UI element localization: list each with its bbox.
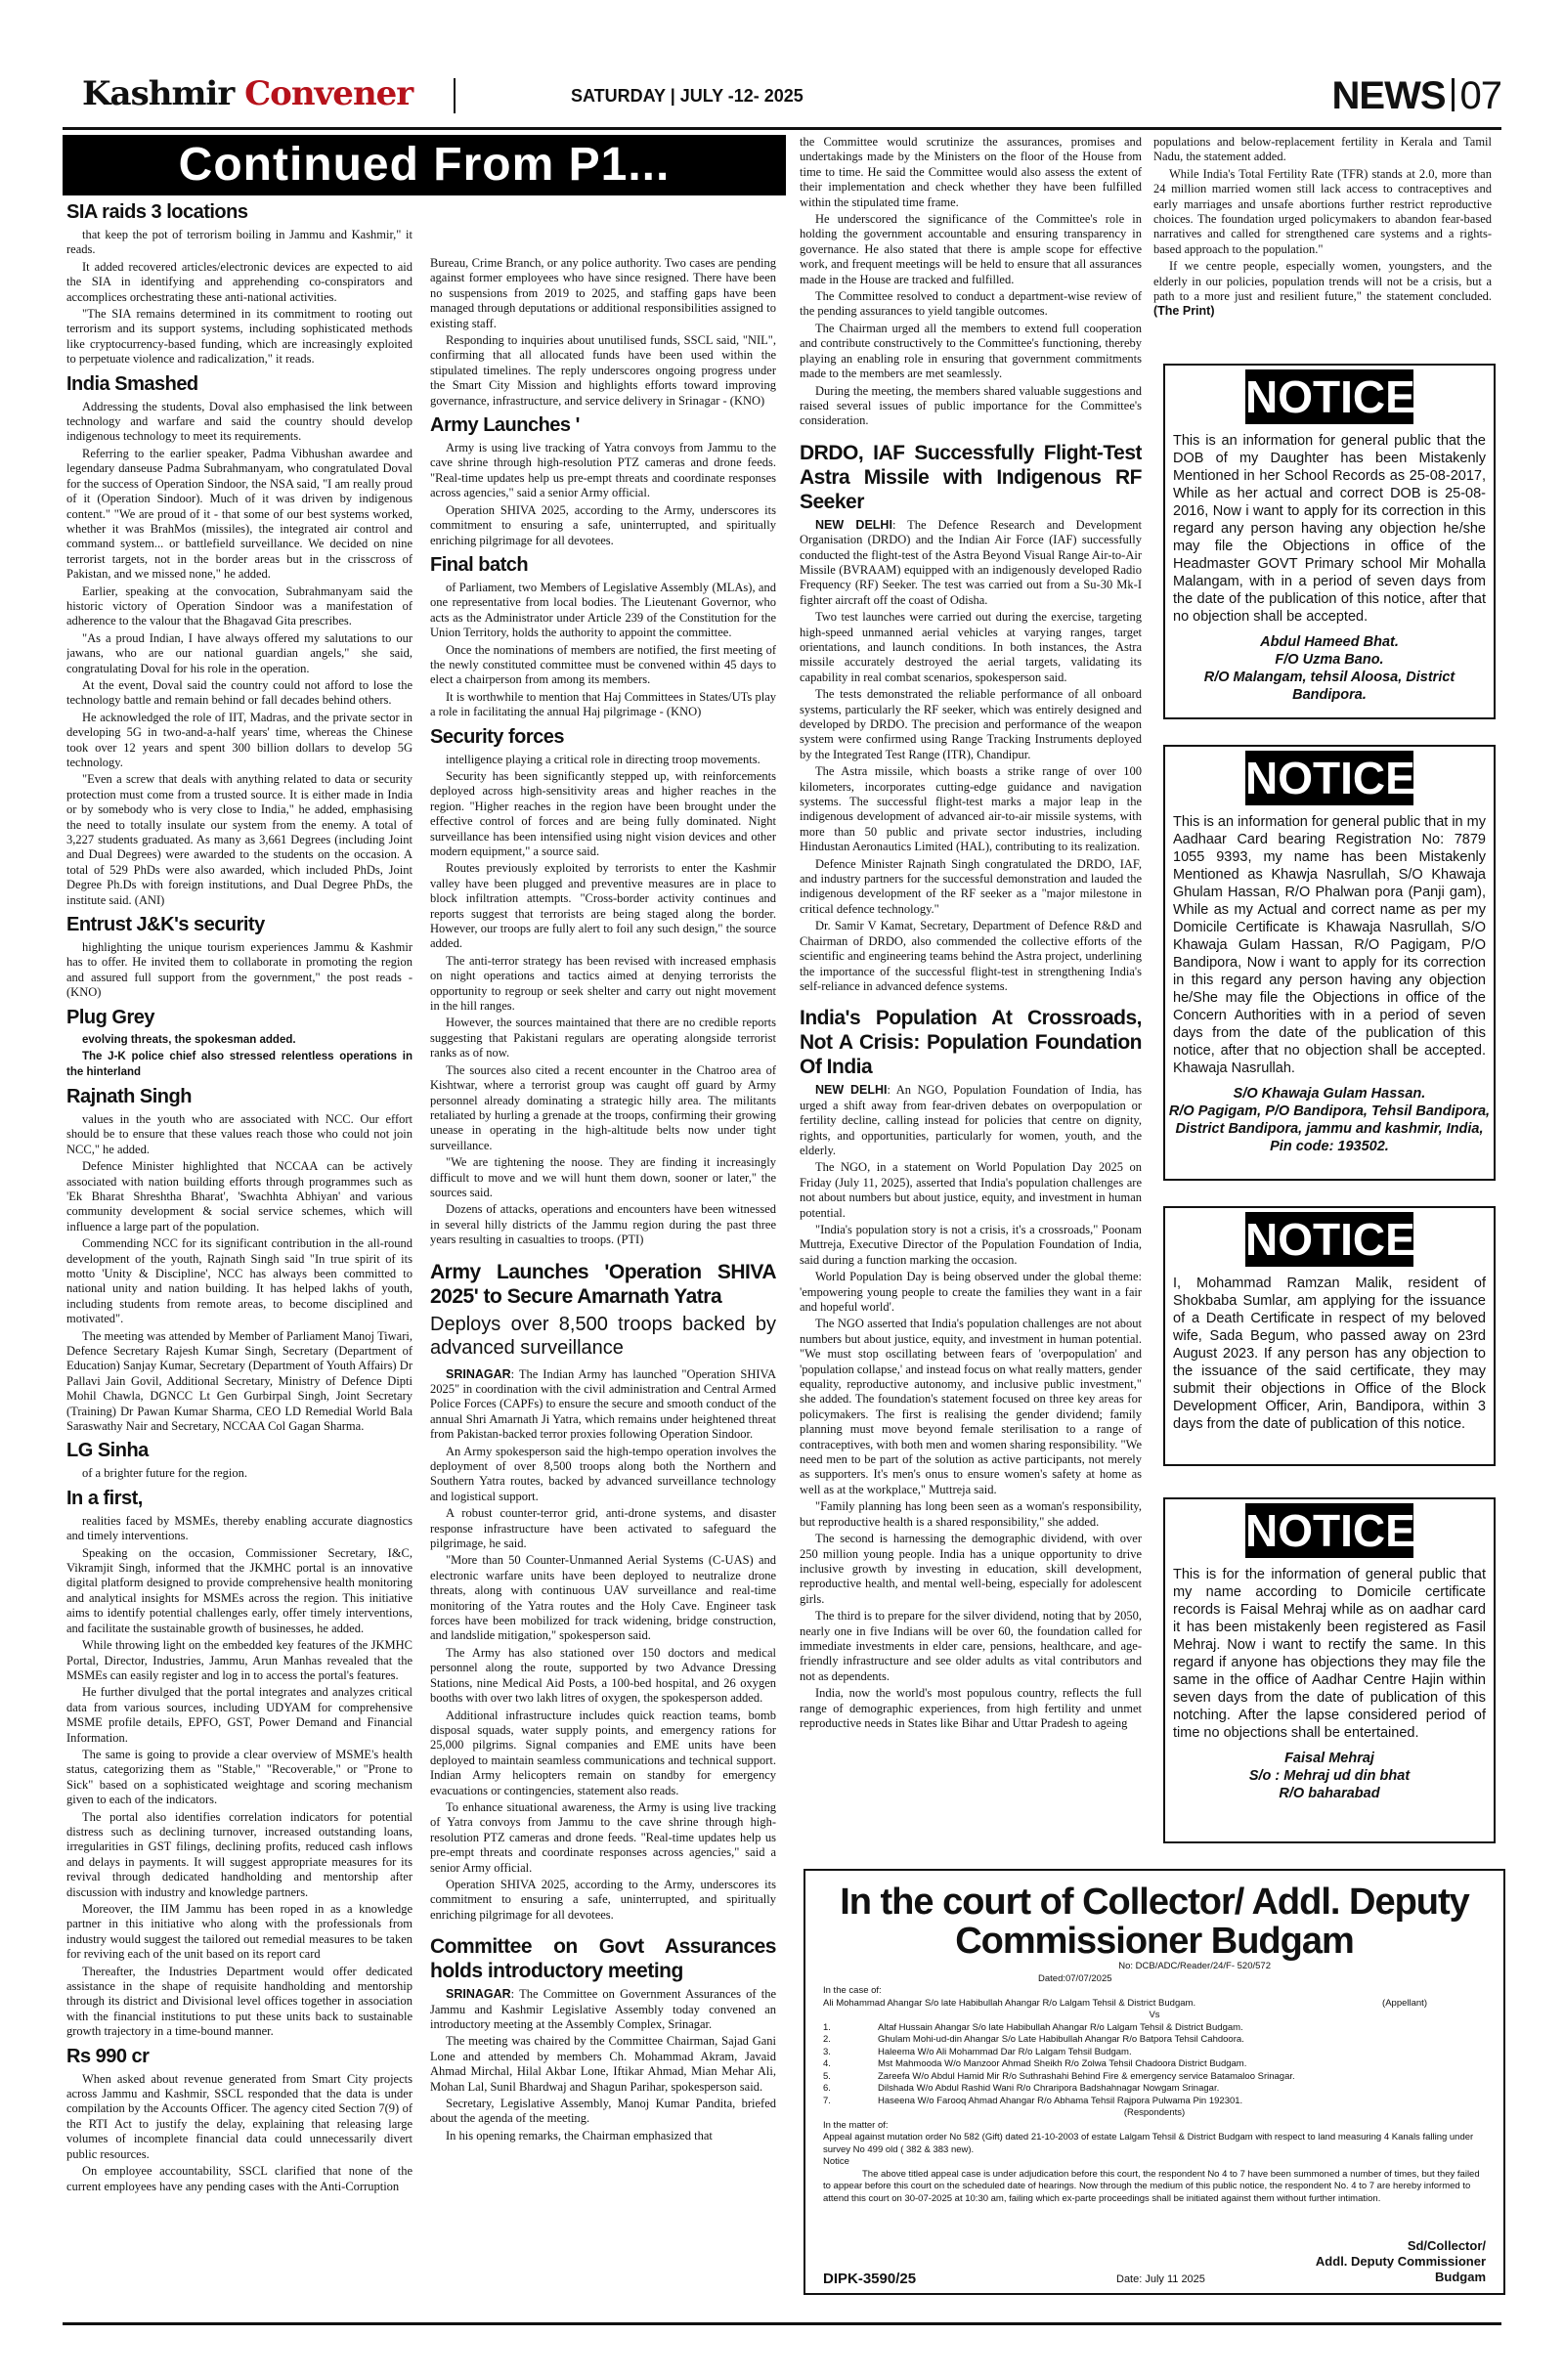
paragraph: He underscored the significance of the Committee's role in holding the government accountable and ensuring transparency in governance. He also stated that there is ample scope for effective work, and frequent meetings will be held to ensure that all assurances made in the House are tracked and fulfilled. bbox=[800, 212, 1142, 286]
paragraph: During the meeting, the members shared valuable suggestions and raised several issues of public importance for the Committee's consideration. bbox=[800, 383, 1142, 428]
paragraph: The portal also identifies correlation indicators for potential distress such as declining turnover, increased outstanding loans, irregularities in GST filings, declining profits, reduced cash inflows and delays in payments. It will suggest appropriate measures for its revival through dedicated handholding and mentorship after discussion with industry and knowledge partners. bbox=[66, 1809, 413, 1899]
signature-line: Abdul Hameed Bhat. bbox=[1260, 634, 1399, 650]
column-4 bbox=[1153, 135, 1492, 362]
issue-date: SATURDAY | JULY -12- 2025 bbox=[571, 86, 804, 106]
newspaper-logo bbox=[82, 74, 413, 113]
article-heading: Army Launches ' bbox=[430, 414, 580, 437]
paragraph-text: : The Defence Research and Development Organisation (DRDO) and the Indian Air Force (IAF) successfully conducted the flight-test of the Astra Beyond Visual Range Air-to-Air Missile (BVRAAM) equipped with an indigenously developed Radio Frequency (RF) Seeker. The test was carried out from a Su-30 Mk-I fighter aircraft off the coast of Odisha. bbox=[800, 517, 1142, 607]
paragraph: Security has been significantly stepped up, with reinforcements deployed across high-sensitivity areas and higher reaches in the region. "Higher reaches in the region have been brought under the effective control of forces and are being fully dominated. Night surveillance has been intensified using night vision devices and other modern equipment," a source said. bbox=[430, 768, 776, 858]
paragraph: The tests demonstrated the reliable performance of all onboard systems, particularly the RF seeker, which was entirely designed and developed by DRDO. The precision and performance of the weapon system were confirmed using Range Tracking Instruments deployed by the Integrated Test Range (ITR), Chandipur. bbox=[800, 687, 1142, 761]
versus-label: Vs bbox=[1149, 2010, 1160, 2020]
notice-signature bbox=[1165, 633, 1494, 704]
paragraph: Defence Minister Rajnath Singh congratulated the DRDO, IAF, and industry partners for the successful demonstration and lauded the indigenous development of the RF seeker as a "major milestone in critical defence technology." bbox=[800, 856, 1142, 916]
paragraph: intelligence playing a critical role in directing troop movements. bbox=[446, 752, 760, 766]
paragraph: Operation SHIVA 2025, according to the Army, underscores its commitment to ensuring a safe, uninterrupted, and spiritually enriching pilgrimage for all devotees. bbox=[430, 502, 776, 547]
paragraph: values in the youth who are associated with NCC. Our effort should be to ensure that these values reach those who could not join NCC," he added. bbox=[66, 1111, 413, 1156]
article-heading: Rs 990 cr bbox=[66, 2045, 150, 2067]
article-headline: Committee on Govt Assurances holds introductory meeting bbox=[430, 1935, 776, 1983]
article-heading: LG Sinha bbox=[66, 1440, 149, 1462]
dateline: NEW DELHI bbox=[815, 1083, 888, 1098]
paragraph: The J-K police chief also stressed relentless operations in the hinterland bbox=[66, 1051, 413, 1078]
appellant-name: Ali Mohammad Ahangar S/o late Habibullah Ahangar R/o Lalgam Tehsil & District Budgam. bbox=[823, 1997, 1196, 2009]
signature-line: S/O Khawaja Gulam Hassan. bbox=[1233, 1086, 1426, 1102]
respondent-number: 7. bbox=[823, 2095, 831, 2106]
respondent-name: Mst Mahmooda W/o Manzoor Ahmad Sheikh R/o Zolwa Tehsil Chadoora District Budgam. bbox=[878, 2058, 1247, 2069]
paragraph: The anti-terror strategy has been revised with increased emphasis on night operations and tactics aimed at denying terrorists the opportunity to regroup or seek shelter and carry out night movement in the hill ranges. bbox=[430, 953, 776, 1014]
column-1 bbox=[66, 195, 413, 2315]
paragraph: An Army spokesperson said the high-tempo operation involves the deployment of over 8,500 troops along both the Northern and Southern Yatra routes, backed by advanced surveillance technology and logistical support. bbox=[430, 1444, 776, 1503]
signature-line: R/O Pagigam, P/O Bandipora, Tehsil Bandipora, District Bandipora, jammu and kashmir, India, Pin code: 193502. bbox=[1168, 1103, 1491, 1154]
paragraph: Responding to inquiries about unutilised funds, SSCL said, "NIL", confirming that all allocated funds have been used within the stipulated timelines. The reply underscores ongoing progress under the Smart City Mission and highlights efforts toward improving governance, infrastructure, and service delivery in Srinagar - (KNO) bbox=[430, 333, 776, 408]
source-credit: (The Print) bbox=[1153, 304, 1215, 319]
column-2 bbox=[430, 256, 776, 2315]
article-headline: India's Population At Crossroads, Not A Crisis: Population Foundation Of India bbox=[800, 1007, 1142, 1079]
paragraph: Defence Minister highlighted that NCCAA can be actively associated with nation building efforts through programmes such as 'Ek Bharat Shreshtha Bharat', 'Swachhta Abhiyan' and various community development & social service schemes, which will influence a large part of the population. bbox=[66, 1159, 413, 1233]
page-number: 07 bbox=[1459, 74, 1501, 117]
list-item bbox=[823, 2034, 1486, 2047]
paragraph: While India's Total Fertility Rate (TFR) stands at 2.0, more than 24 million married women still lack access to contraceptives and early marriages and unsafe abortions further restrict reproductive choices. The foundation urged policymakers to abandon fear-based narratives and called for strengthened care systems and a rights-based approach to the population." bbox=[1153, 166, 1492, 256]
notice-title: NOTICE bbox=[1245, 1214, 1415, 1265]
paragraph bbox=[430, 1367, 776, 1443]
paragraph: However, the sources maintained that there are no credible reports suggesting that Pakistani regulars are operating alongside terrorist ranks as of now. bbox=[430, 1016, 776, 1060]
paragraph: India, now the world's most populous country, reflects the full range of demographic experiences, from high fertility and unmet reproductive needs in States like Bihar and Uttar Pradesh to ageing bbox=[800, 1686, 1142, 1730]
paragraph: "We are tightening the noose. They are finding it increasingly difficult to move and we will hunt them down, sooner or later," the sources said. bbox=[430, 1155, 776, 1199]
column-3 bbox=[800, 135, 1142, 1836]
section-name: NEWS bbox=[1331, 74, 1446, 117]
list-item bbox=[823, 2071, 1486, 2084]
dateline: SRINAGAR bbox=[446, 1987, 511, 2002]
respondent-number: 1. bbox=[823, 2021, 831, 2033]
paragraph: On employee accountability, SSCL clarified that none of the current employees have any pending cases with the Anti-Corruption bbox=[66, 2164, 413, 2193]
article-heading: Final batch bbox=[430, 553, 529, 576]
respondent-name: Haseena W/o Farooq Ahmad Ahangar R/o Abhama Tehsil Rajpora Pulwama Pin 192301. bbox=[878, 2095, 1243, 2106]
appellant-tag: (Appellant) bbox=[1382, 1997, 1427, 2009]
article-heading: In a first, bbox=[66, 1487, 143, 1509]
notice-box bbox=[1163, 1497, 1496, 1843]
respondent-name: Zareefa W/o Abdul Hamid Mir R/o Suthrashahi Behind Fire & emergency service Batamaloo Srinagar. bbox=[878, 2070, 1295, 2082]
paragraph: "Family planning has long been seen as a woman's responsibility, but reproductive health is a shared responsibility," she added. bbox=[800, 1499, 1142, 1529]
list-item bbox=[823, 2083, 1486, 2096]
notice-text: The above titled appeal case is under adjudication before this court, the respondent No 4 to 7 have been summoned a number of times, but they failed to appear before this court on the scheduled date of hearings. Now through the medium of this public notice, the respondent No. 4 to 7 are hereby informed to attend this court on 30-07-2025 at 10:30 am, failing which ex-parte proceedings shall be initiated against them without further intimation. bbox=[823, 2168, 1480, 2204]
respondent-number: 6. bbox=[823, 2083, 831, 2094]
respondent-number: 4. bbox=[823, 2058, 831, 2069]
signature-line: R/O baharabad bbox=[1279, 1786, 1380, 1801]
signature-line: Faisal Mehraj bbox=[1284, 1751, 1374, 1766]
signature-line: F/O Uzma Bano. bbox=[1275, 652, 1384, 668]
court-notice bbox=[804, 1869, 1505, 2295]
respondent-name: Ghulam Mohi-ud-din Ahangar S/o Late Habibullah Ahangar R/o Batpora Tehsil Cahdoora. bbox=[878, 2034, 1244, 2045]
paragraph bbox=[800, 518, 1142, 608]
paragraph: Referring to the earlier speaker, Padma Vibhushan awardee and legendary danseuse Padma Subrahmanyam, who congratulated Doval for the success of Operation Sindoor, the NSA said, "I am really proud of it (Operation Sindoor). Much of it was driven by indigenous content." "We are proud of it - that some of our best systems worked, whether it was BrahMos (missiles), the integrated air control and command system... or battlefield surveillance. We decided on nine terrorist targets, not in the border areas but in the crisscross of Pakistan, and we missed none," he added. bbox=[66, 446, 413, 582]
notice-box bbox=[1163, 364, 1496, 719]
matter-text: Appeal against mutation order No 582 (Gift) dated 21-10-2003 of estate Lalgam Tehsil & District Budgam with respect to land measuring 4 Kanals falling under survey No 499 old ( 382 & 383 new). bbox=[823, 2132, 1474, 2155]
paragraph bbox=[1153, 259, 1492, 320]
paragraph: To enhance situational awareness, the Army is using live tracking of Yatra convoys from Jammu to the cave shrine through high-resolution PTZ cameras and drone feeds. "Real-time updates help us pre-empt threats and coordinate responses across agencies," said a senior Army official. bbox=[430, 1799, 776, 1875]
list-item bbox=[823, 2096, 1486, 2108]
respondent-number: 2. bbox=[823, 2034, 831, 2045]
respondent-name: Haleema W/o Ali Mohammad Dar R/o Lalgam Tehsil Budgam. bbox=[878, 2046, 1132, 2057]
paragraph: Thereafter, the Industries Department would offer dedicated assistance in the shape of requisite handholding and mentorship through its district and Divisional level offices together in association with the financial institutions to put these units back to sustainable growth trajectory in a time-bound manner. bbox=[66, 1964, 413, 2039]
notice-signature bbox=[1165, 1085, 1494, 1155]
logo-word-convener: Convener bbox=[244, 74, 413, 113]
page-bottom-rule bbox=[63, 2322, 1501, 2325]
paragraph: The Army has also stationed over 150 doctors and medical personnel along the route, supported by two Advance Dressing Stations, nine Medical Aid Posts, a 100-bed hospital, and 26 oxygen booths with over two lakh litres of oxygen, the spokesperson added. bbox=[430, 1645, 776, 1706]
paragraph bbox=[430, 1987, 776, 2032]
masthead bbox=[63, 70, 1501, 130]
continued-banner: Continued From P1... bbox=[63, 135, 786, 195]
notice-body: This is an information for general public that in my Aadhaar Card bearing Registration No: 7879 1055 9393, my name has been Mistakenly Mentioned as Khawja Nasrullah, S/O Khawaja Ghulam Hassan, R/O Phalwan pora (Panji gam), While as my Actual and correct name as per my Domicile Certificate is Khawaja Nasrullah, S/O Khawaja Gulam Hassan, R/O Pagigam, P/O Bandipora, Now i want to apply for its correction in this regard any person having any objection he/She may file the Objections in office of the Concern Authorities with in a period of seven days from the date of the publication of this notice, after that no objection shall be accepted. Khawaja Nasrullah. bbox=[1173, 814, 1486, 1076]
paragraph-text: : The Committee on Government Assurances of the Jammu and Kashmir Legislative Assembly today convened an introductory meeting at the Assembly Complex, Srinagar. bbox=[430, 1987, 776, 2031]
signature-line: R/O Malangam, tehsil Aloosa, District Bandipora. bbox=[1203, 670, 1455, 703]
article-heading: Plug Grey bbox=[66, 1006, 154, 1028]
article-heading: Security forces bbox=[430, 725, 565, 748]
appellant-row bbox=[823, 1998, 1486, 2011]
article-heading: Entrust J&K's security bbox=[66, 914, 265, 936]
paragraph: "India's population story is not a crisis, it's a crossroads," Poonam Muttreja, Executive Director of the Population Foundation of India, said during a function marking the occasion. bbox=[800, 1222, 1142, 1267]
paragraph: Addressing the students, Doval also emphasised the link between technology and warfare and said the country should develop indigenous technology to meet its requirements. bbox=[66, 399, 413, 444]
paragraph: When asked about revenue generated from Smart City projects across Jammu and Kashmir, SSCL responded that the data is under compilation by the Accounts Officer. The agency cited Section 7(9) of the RTI Act to justify the delay, explaining that releasing large volumes of incomplete financial data could unnecessarily divert public resources. bbox=[66, 2071, 413, 2161]
paragraph: "The SIA remains determined in its commitment to rooting out terrorism and its support systems, including sophisticated methods like cryptocurrency-based funding, which are increasingly exploited to perpetuate violence and radicalization," it reads. bbox=[66, 307, 413, 367]
notice-body: This is an information for general public that the DOB of my Daughter has been Mistakenly Mentioned in her School Records as 25-08-2017, While as her actual and correct DOB is 25-08-2016, Now i want to apply for its correction in this regard any person having any objection he/she may file the Objections in office of the Headmaster GOVT Primary school Mir Mohalla Malangam, with in a period of seven days from the date of the publication of this notice, after that no objection shall be accepted. bbox=[1173, 433, 1486, 625]
release-date: Date: July 11 2025 bbox=[1116, 2272, 1205, 2285]
respondents-tag: (Respondents) bbox=[1123, 2107, 1186, 2118]
signature-line: Addl. Deputy Commissioner bbox=[1315, 2254, 1486, 2269]
paragraph: Operation SHIVA 2025, according to the Army, underscores its commitment to ensuring a safe, uninterrupted, and spiritually enriching pilgrimage for all devotees. bbox=[430, 1877, 776, 1922]
signature-line: Budgam bbox=[1435, 2270, 1486, 2284]
paragraph bbox=[800, 1083, 1142, 1158]
paragraph: Routes previously exploited by terrorists to enter the Kashmir valley have been plugged and preventive measures are in place to block infiltration attempts. "Cross-border activity continues and reports suggest that terrorists are being staged along the border. However, our troops are fully alert to foil any such design," the source added. bbox=[430, 861, 776, 951]
list-item bbox=[823, 2058, 1486, 2071]
notice-body: This is for the information of general public that my name according to Domicile certificate records is Faisal Mehraj while as on aadhar card it has been mistakenly been registered as Fasil Mehraj. Now i want to rectify the same. In this regard if anyone has objections they may file the same in the office of Aadhar Centre Hajin within seven days from the date of publication of this notching. After the lapse considered period of time no objections shall be entertained. bbox=[1173, 1567, 1486, 1741]
respondent-number: 3. bbox=[823, 2046, 831, 2057]
article-heading: India Smashed bbox=[66, 372, 198, 395]
paragraph: He acknowledged the role of IIT, Madras, and the private sector in developing 5G in two-and-a-half years' time, whereas the Chinese took over 12 years and spent 300 billion dollars to develop 5G technology. bbox=[66, 710, 413, 769]
notice-box bbox=[1163, 745, 1496, 1181]
dateline: SRINAGAR bbox=[446, 1366, 511, 1381]
list-item bbox=[823, 2022, 1486, 2035]
notice-title: NOTICE bbox=[1245, 753, 1415, 803]
paragraph: The third is to prepare for the silver dividend, noting that by 2050, nearly one in five Indians will be over 60, the foundation called for immediate investments in elder care, pensions, healthcare, and age-friendly infrastructure and see older adults as vital contributors and not as dependents. bbox=[800, 1609, 1142, 1683]
respondent-number: 5. bbox=[823, 2070, 831, 2082]
paragraph: Speaking on the occasion, Commissioner Secretary, I&C, Vikramjit Singh, informed that the JKMHC portal is an innovative digital platform designed to provide comprehensive health monitoring and analytical insights for MSMEs across the region. This initiative aims to identify potential challenges early, offer timely interventions, and facilitate the sustainable growth of businesses, he added. bbox=[66, 1545, 413, 1635]
paragraph: In his opening remarks, the Chairman emphasized that bbox=[446, 2128, 713, 2142]
paragraph: The sources also cited a recent encounter in the Chatroo area of Kishtwar, where a terrorist group was caught off guard by Army personnel already dominating a strategic hilly area. The militants retaliated by hurling a grenade at the troops, confirming their growing unease in operating in the high-altitude belts now under tight surveillance. bbox=[430, 1062, 776, 1152]
paragraph: The same is going to provide a clear overview of MSME's health status, categorizing them as "Stable," "Recoverable," or "Prone to Sick" based on a sophisticated weightage and scoring mechanism given to each of the indicators. bbox=[66, 1747, 413, 1807]
article-headline: DRDO, IAF Successfully Flight-Test Astra Missile with Indigenous RF Seeker bbox=[800, 441, 1142, 513]
paragraph: "More than 50 Counter-Unmanned Aerial Systems (C-UAS) and electronic warfare units have been deployed to neutralize drone threats, along with continuous UAV surveillance and real-time monitoring of the Yatra routes and the Holy Cave. Engineer task forces have been mobilized for track widening, bridge construction, and landslide mitigation," spokesperson said. bbox=[430, 1553, 776, 1643]
paragraph: that keep the pot of terrorism boiling in Jammu and Kashmir," it reads. bbox=[66, 228, 413, 257]
paragraph: "As a proud Indian, I have always offered my salutations to our jawans, who are our national guardian angels," she said, congratulating Doval for his role in the operation. bbox=[66, 630, 413, 675]
notice-signature bbox=[1165, 1750, 1494, 1802]
paragraph: He further divulged that the portal integrates and analyzes critical data from various sources, including UDYAM for comprehensive MSME profile details, EPFO, GST, Power Demand and Financial Information. bbox=[66, 1685, 413, 1745]
paragraph: Additional infrastructure includes quick reaction teams, bomb disposal squads, water supply points, and emergency rations for 25,000 pilgrims. Signal companies and EME units have been deployed to maintain seamless communications and technical support. Indian Army helicopters remain on standby for emergency evacuations or contingencies, statement also reads. bbox=[430, 1708, 776, 1797]
paragraph: "Even a screw that deals with anything related to data or security protection must come from a trusted source. It is either made in India or by somebody who is very close to India," he added, emphasising the need to totally insulate our system from the enemy. A total of 3,227 students graduated. As many as 3,661 Degrees (including Joint and Dual Degrees) were awarded to the students on the occasion. A total of 529 PhDs were also awarded, which included PhDs, Joint Degree Ph.Ds with foreign institutions, and Dual Degree PhDs, the institute said. (ANI) bbox=[66, 772, 413, 907]
paragraph: The Committee resolved to conduct a department-wise review of the pending assurances to yield tangible outcomes. bbox=[800, 289, 1142, 319]
case-label: In the case of: bbox=[823, 1985, 882, 1996]
section-divider bbox=[1452, 78, 1455, 111]
list-item bbox=[823, 2047, 1486, 2059]
paragraph: of a brighter future for the region. bbox=[82, 1466, 248, 1481]
logo-word-kashmir: Kashmir bbox=[82, 74, 235, 113]
case-number: No: DCB/ADC/Reader/24/F- 520/572 bbox=[1118, 1961, 1271, 1971]
notice-body: I, Mohammad Ramzan Malik, resident of Shokbaba Sumlar, am applying for the issuance of a Death Certificate in respect of my beloved wife, Sada Begum, who passed away on 23rd August 2023. If any person has any objection to the issuance of the said certificate, they may submit their objections in Office of the Block Development Officer, Arin, Bandipora, within 3 days from the date of publication of this notice. bbox=[1173, 1276, 1486, 1432]
paragraph: of Parliament, two Members of Legislative Assembly (MLAs), and one representative from local bodies. The Lieutenant Governor, who acts as the Administrator under Article 239 of the Constitution for the Union Territory, holds the authority to appoint the committee. bbox=[430, 580, 776, 640]
notice-title: NOTICE bbox=[1245, 1505, 1415, 1556]
paragraph-text: : An NGO, Population Foundation of India, has urged a shift away from fear-driven debates on overpopulation or fertility decline, calling instead for policies that centre on dignity, rights, and opportunities, particularly for women, youth, and the elderly. bbox=[800, 1083, 1142, 1157]
notice-title: NOTICE bbox=[1245, 371, 1415, 422]
paragraph: Secretary, Legislative Assembly, Manoj Kumar Pandita, briefed about the agenda of the meeting. bbox=[430, 2097, 776, 2126]
paragraph: Earlier, speaking at the convocation, Subrahmanyam said the historic victory of Operation Sindoor was a manifestation of adherence to the valour that the Bhagavad Gita prescribes. bbox=[66, 584, 413, 628]
paragraph: Dr. Samir V Kamat, Secretary, Department of Defence R&D and Chairman of DRDO, also commended the collective efforts of the scientific and engineering teams behind the Astra project, underlining the importance of the successful flight-test in strengthening India's self-reliance in advanced defence systems. bbox=[800, 919, 1142, 993]
court-dated: Dated:07/07/2025 bbox=[1038, 1972, 1112, 1984]
masthead-divider bbox=[454, 78, 456, 113]
respondent-name: Dilshada W/o Abdul Rashid Wani R/o Chraripora Badshahnagar Nowgam Srinagar. bbox=[878, 2083, 1220, 2094]
paragraph: It added recovered articles/electronic devices are expected to aid the SIA in identifying and apprehending co-conspirators and accomplices orchestrating these anti-national activities. bbox=[66, 259, 413, 304]
signature-line: Sd/Collector/ bbox=[1407, 2238, 1486, 2253]
article-heading: SIA raids 3 locations bbox=[66, 201, 248, 223]
paragraph-text: If we centre people, especially women, youngsters, and the elderly in our policies, population trends will not be a crisis, but a path to a more just and resilient future," the statement concluded. bbox=[1153, 259, 1492, 304]
paragraph: The meeting was chaired by the Committee Chairman, Sajad Gani Lone and attended by members Ch. Mohammad Akram, Javaid Ahmad Mirchal, Hilal Akbar Lone, Iftikar Ahmad, Mian Mehar Ali, Mohan Lal, Sunil Bhardwaj and Shagun Parihar, spokesperson said. bbox=[430, 2034, 776, 2094]
paragraph: Once the nominations of members are notified, the first meeting of the newly constituted committee must be convened within 45 days to elect a chairperson from among its members. bbox=[430, 642, 776, 687]
paragraph: the Committee would scrutinize the assurances, promises and undertakings made by the Ministers on the floor of the House from time to time. He said the Committee would also assess the extent of their implementation and check whether they have been fulfilled within the stipulated time frame. bbox=[800, 135, 1142, 209]
article-heading: Rajnath Singh bbox=[66, 1085, 192, 1107]
paragraph: The meeting was attended by Member of Parliament Manoj Tiwari, Defence Secretary Rajesh Kumar Singh, Secretary (Department of Education) Sanjay Kumar, Secretary (Department of Youth Affairs) Dr Pallavi Jain Govil, Additional Secretary, Ministry of Defence Dipti Mohil Chawla, DGNCC Lt Gen Gurbirpal Singh, Joint Secretary (Training) Dr Pawan Kumar Sharma, CEO LD Remedial World Bala Saraswathy Nair and Secretary, NCCAA Col Gagan Sharma. bbox=[66, 1328, 413, 1434]
paragraph: realities faced by MSMEs, thereby enabling accurate diagnostics and timely interventions. bbox=[66, 1513, 413, 1543]
paragraph: World Population Day is being observed under the global theme: 'empowering young people to create the families they want in a fair and hopeful world'. bbox=[800, 1270, 1142, 1314]
paragraph: Two test launches were carried out during the exercise, targeting high-speed unmanned aerial vehicles at varying ranges, target orientations, and launch conditions. In both instances, the Astra missile accurately destroyed the aerial targets, validating its capability in real combat scenarios, spokesperson said. bbox=[800, 610, 1142, 684]
notice-box bbox=[1163, 1206, 1496, 1466]
paragraph: While throwing light on the embedded key features of the JKMHC Portal, Director, Industries, Jammu, Arun Manhas revealed that the MSMEs can easily register and log in to access the portal's features. bbox=[66, 1638, 413, 1682]
paragraph: Dozens of attacks, operations and encounters have been witnessed in several hilly districts of the Jammu region during the past three years resulting in casualties to troops. (PTI) bbox=[430, 1202, 776, 1247]
article-subheadline: Deploys over 8,500 troops backed by advanced surveillance bbox=[430, 1313, 776, 1359]
paragraph: At the event, Doval said the country could not afford to lose the technology battle and remain behind or fall decades behind others. bbox=[66, 677, 413, 708]
court-body bbox=[805, 1961, 1503, 2205]
respondent-name: Altaf Hussain Ahangar S/o late Habibullah Ahangar R/o Lalgam Tehsil & District Budgam. bbox=[878, 2021, 1243, 2033]
paragraph: A robust counter-terror grid, anti-drone systems, and disaster response infrastructure have been activated to safeguard the pilgrimage, he said. bbox=[430, 1506, 776, 1551]
dipk-number: DIPK-3590/25 bbox=[823, 2270, 917, 2287]
paragraph: The Astra missile, which boasts a strike range of over 100 kilometers, incorporates cutting-edge guidance and navigation systems. The successful flight-test marks a major leap in the indigenous development of advanced air-to-air missile systems, with more than 50 public and private sector industries, including Hindustan Aeronautics Limited (HAL), contributing to its realization. bbox=[800, 764, 1142, 854]
paragraph: The Chairman urged all the members to extend full cooperation and contribute constructively to the Committee's functioning, thereby playing an enabling role in ensuring that government commitments made to the members are met seamlessly. bbox=[800, 321, 1142, 381]
paragraph: evolving threats, the spokesman added. bbox=[82, 1033, 296, 1046]
paragraph: Moreover, the IIM Jammu has been roped in as a knowledge partner in this initiative who along with the professionals from industry would suggest the tailored out remedial measures to be taken for reviving each of the unit based on its report card bbox=[66, 1902, 413, 1962]
court-signature bbox=[1316, 2238, 1486, 2285]
paragraph: highlighting the unique tourism experiences Jammu & Kashmir has to offer. He invited them to collaborate in promoting the region and assured full support from the government," the post reads - (KNO) bbox=[66, 940, 413, 1000]
paragraph: The NGO asserted that India's population challenges are not about numbers but about justice, equity, and investment in human potential. "We must stop oscillating between fears of 'overpopulation' and 'population collapse,' and instead focus on what really matters, gender equality, reproductive autonomy, and inclusive public investment," she added. The foundation's statement focused on three key areas for policymakers. The first is realising the gender dividend; family planning must move beyond female sterilisation to a range of contraceptives, with both men and women sharing responsibility. "We need men to be part of the solution as active participants, not merely as supporters. It's men's onus to ensure women's safety at home as well as at the workplace," Muttreja said. bbox=[800, 1317, 1142, 1496]
dateline: NEW DELHI bbox=[815, 517, 892, 532]
paragraph-text: : The Indian Army has launched "Operation SHIVA 2025" in coordination with the civil administration and Central Armed Police Forces (CAPFs) to ensure the secure and smooth conduct of the annual Shri Amarnath Ji Yatra, which remains under heightened threat from Pakistan-backed terror proxies following Operation Sindoor. bbox=[430, 1366, 776, 1442]
paragraph: It is worthwhile to mention that Haj Committees in States/UTs play a role in facilitating the annual Haj pilgrimage - (KNO) bbox=[430, 689, 776, 719]
respondent-list bbox=[823, 2022, 1486, 2108]
notice-label: Notice bbox=[823, 2156, 849, 2167]
section-label bbox=[1332, 74, 1502, 118]
paragraph: The second is harnessing the demographic dividend, with over 250 million young people. India has a unique opportunity to drive inclusive growth by investing in education, skill development, reproductive health, and mental well-being, especially for adolescent girls. bbox=[800, 1532, 1142, 1606]
matter-label: In the matter of: bbox=[823, 2119, 889, 2131]
signature-line: S/o : Mehraj ud din bhat bbox=[1248, 1768, 1411, 1784]
paragraph: populations and below-replacement fertility in Kerala and Tamil Nadu, the statement added. bbox=[1153, 135, 1492, 164]
court-title: In the court of Collector/ Addl. Deputy Commissioner Budgam bbox=[840, 1882, 1469, 1962]
paragraph: Commending NCC for its significant contribution in the all-round development of the youth, Rajnath Singh said "In true spirit of its motto 'Unity & Discipline', NCC has always been committed to national unity and nation building. It has helped lakhs of youth, including students from remote areas, to become disciplined and motivated". bbox=[66, 1236, 413, 1326]
paragraph: The NGO, in a statement on World Population Day 2025 on Friday (July 11, 2025), asserted that India's population challenges are not about numbers but about justice, equity, and investment in human potential. bbox=[800, 1160, 1142, 1220]
article-headline: Army Launches 'Operation SHIVA 2025' to Secure Amarnath Yatra bbox=[430, 1260, 776, 1308]
paragraph: Army is using live tracking of Yatra convoys from Jammu to the cave shrine through high-resolution PTZ cameras and drone feeds. "Real-time updates help us pre-empt threats and coordinate responses across agencies," said a senior Army official. bbox=[430, 441, 776, 500]
paragraph: Bureau, Crime Branch, or any police authority. Two cases are pending against former employees who have since resigned. There have been no suspensions from 2019 to 2025, and staffing gaps have been managed through deputations or additional responsibilities assigned to existing staff. bbox=[430, 256, 776, 330]
